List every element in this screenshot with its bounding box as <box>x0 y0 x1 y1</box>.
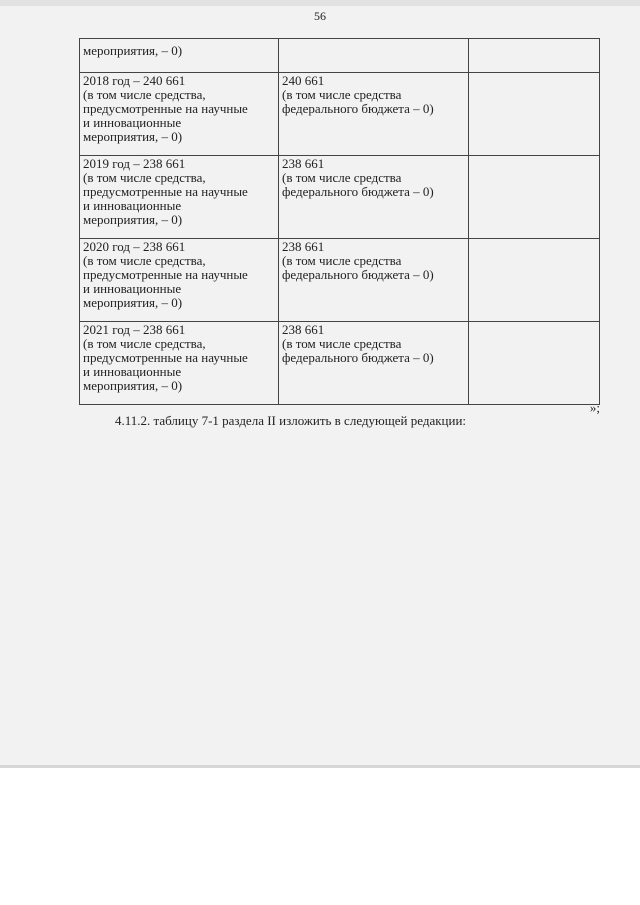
cell-text: предусмотренные на научные <box>83 184 248 199</box>
cell-text: 238 661 <box>282 239 325 254</box>
table-cell-other <box>469 156 600 239</box>
table-cell-total <box>80 73 279 156</box>
cell-text: федерального бюджета – 0) <box>282 350 434 365</box>
scan-edge-strip <box>0 0 640 6</box>
table-cell-federal <box>279 156 469 239</box>
cell-text: предусмотренные на научные <box>83 101 248 116</box>
cell-text: мероприятия, – 0) <box>83 43 183 58</box>
table-cell-other <box>469 322 600 405</box>
table-cell-federal <box>279 39 469 73</box>
budget-table <box>79 38 600 405</box>
cell-text: (в том числе средства <box>282 87 402 102</box>
closing-quote: »; <box>589 400 600 415</box>
cell-text: 240 661 <box>282 73 325 88</box>
cell-text: (в том числе средства <box>282 253 402 268</box>
cell-text: (в том числе средства, <box>83 87 206 102</box>
cell-text: (в том числе средства, <box>83 170 206 185</box>
table-row <box>80 239 600 322</box>
table-cell-total <box>80 322 279 405</box>
cell-text: (в том числе средства <box>282 170 402 185</box>
table-row <box>80 73 600 156</box>
table-cell-other <box>469 73 600 156</box>
cell-text: мероприятия, – 0) <box>83 378 183 393</box>
cell-text: (в том числе средства, <box>83 253 206 268</box>
table-row <box>80 39 600 73</box>
cell-text: и инновационные <box>83 198 182 213</box>
table-cell-federal <box>279 322 469 405</box>
table-cell-other <box>469 239 600 322</box>
cell-text: предусмотренные на научные <box>83 267 248 282</box>
table-cell-total <box>80 156 279 239</box>
table-row <box>80 156 600 239</box>
page-number: 56 <box>314 9 326 23</box>
cell-text: мероприятия, – 0) <box>83 212 183 227</box>
cell-text: 238 661 <box>282 322 325 337</box>
cell-text: и инновационные <box>83 115 182 130</box>
cell-text: федерального бюджета – 0) <box>282 184 434 199</box>
cell-text: и инновационные <box>83 281 182 296</box>
cell-text: федерального бюджета – 0) <box>282 101 434 116</box>
table-row <box>80 322 600 405</box>
instruction-paragraph: 4.11.2. таблицу 7-1 раздела II изложить в следующей редакции: <box>115 413 467 428</box>
table-cell-federal <box>279 239 469 322</box>
cell-text: и инновационные <box>83 364 182 379</box>
cell-text: мероприятия, – 0) <box>83 295 183 310</box>
cell-text: 2019 год – 238 661 <box>83 156 186 171</box>
table-cell-federal <box>279 73 469 156</box>
table-cell-total <box>80 239 279 322</box>
cell-text: федерального бюджета – 0) <box>282 267 434 282</box>
cell-text: 2021 год – 238 661 <box>83 322 186 337</box>
cell-text: мероприятия, – 0) <box>83 129 183 144</box>
cell-text: предусмотренные на научные <box>83 350 248 365</box>
cell-text: (в том числе средства, <box>83 336 206 351</box>
cell-text: (в том числе средства <box>282 336 402 351</box>
cell-text: 238 661 <box>282 156 325 171</box>
table-cell-other <box>469 39 600 73</box>
cell-text: 2020 год – 238 661 <box>83 239 186 254</box>
cell-text: 2018 год – 240 661 <box>83 73 186 88</box>
table-cell-total <box>80 39 279 73</box>
